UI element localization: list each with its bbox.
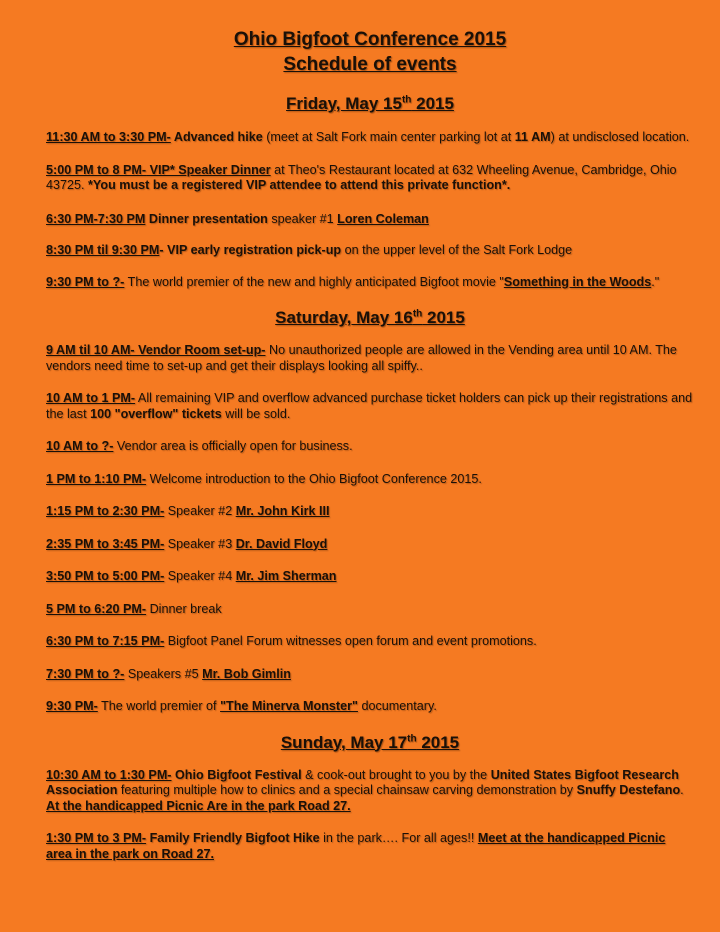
event-text: & cook-out brought to you by the — [301, 767, 491, 782]
event-text: *You must be a registered VIP attendee to attend this private function*. — [88, 178, 511, 192]
event-sat-speaker-2 — [46, 504, 694, 520]
event-text: Mr. Bob Gimlin — [202, 666, 291, 681]
event-text: Speaker #3 — [164, 536, 236, 551]
event-text: Loren Coleman — [337, 211, 429, 226]
event-text: - VIP early registration pick-up — [159, 243, 342, 257]
friday-heading: Friday, May 15th 2015 — [286, 94, 454, 113]
event-text: documentary. — [357, 699, 437, 713]
event-text: VIP* Speaker Dinner — [146, 162, 271, 177]
event-fri-registration — [46, 243, 694, 259]
event-sat-tickets — [46, 391, 694, 422]
event-time: 11:30 AM to 3:30 PM- — [46, 130, 171, 144]
event-text: Family Friendly Bigfoot Hike — [146, 831, 320, 845]
event-text: will be sold. — [221, 406, 291, 421]
event-text: Vendor area is officially open for business. — [113, 439, 353, 453]
event-text: At the handicapped Picnic Are in the park Road 27. — [46, 798, 351, 813]
event-text: No unauthorized people are allowed in the Vending area until 10 AM. The vendors need time to set-up and get their displays looking all spiffy.. — [46, 343, 677, 373]
event-text: featuring multiple how to clinics and a special chainsaw carving demonstration by — [117, 783, 577, 797]
schedule-subtitle: Schedule of events — [283, 54, 457, 75]
event-time: 10 AM to ?- — [46, 439, 114, 453]
event-text: in the park…. For all ages!! — [319, 831, 478, 845]
event-time: 10:30 AM to 1:30 PM- — [46, 767, 172, 782]
event-time: 1:30 PM to 3 PM- — [46, 831, 147, 845]
event-fri-presentation — [46, 212, 694, 228]
event-sat-documentary — [46, 699, 694, 715]
event-text: Mr. Jim Sherman — [235, 569, 337, 583]
event-time: 1:15 PM to 2:30 PM- — [46, 504, 165, 518]
event-text: speaker #1 — [267, 211, 338, 226]
event-text: Ohio Bigfoot Festival — [171, 767, 302, 782]
event-text: Snuffy Destefano — [576, 783, 681, 797]
event-text: All remaining VIP and overflow advanced purchase ticket holders can pick up their registrations and the last — [46, 391, 693, 421]
event-time: 6:30 PM to 7:15 PM- — [46, 634, 165, 648]
event-text: "The Minerva Monster" — [220, 699, 358, 713]
event-text: Speaker #2 — [164, 504, 236, 518]
event-time: 5:00 PM to 8 PM- — [46, 162, 147, 177]
sunday-heading: Sunday, May 17th 2015 — [280, 732, 460, 752]
event-sat-vendor-setup — [46, 343, 694, 374]
event-sat-panel-forum — [46, 634, 694, 650]
event-text: on the upper level of the Salt Fork Lodge — [341, 243, 573, 257]
event-sat-speaker-5 — [46, 667, 694, 683]
event-text: Speaker #4 — [164, 569, 236, 583]
event-sat-speaker-3 — [46, 537, 694, 553]
saturday-heading: Saturday, May 16th 2015 — [275, 308, 465, 327]
event-text: The world premier of the new and highly anticipated Bigfoot movie " — [124, 274, 504, 289]
event-time: 6:30 PM-7:30 PM — [46, 211, 146, 226]
event-text: at Theo's Restaurant located at 632 Wheeling Avenue, Cambridge, Ohio 43725. — [46, 162, 677, 192]
event-text: ) at undisclosed location. — [550, 130, 690, 144]
event-text: Dinner break — [146, 601, 222, 616]
event-text: 100 "overflow" tickets — [90, 406, 222, 421]
event-text: United States Bigfoot Research Association — [46, 767, 679, 797]
event-text: Welcome introduction to the Ohio Bigfoot Conference 2015. — [146, 471, 482, 486]
event-time: 10 AM to 1 PM- — [46, 391, 136, 405]
event-sat-welcome — [46, 472, 694, 488]
event-time: 3:50 PM to 5:00 PM- — [46, 569, 165, 583]
event-time: 8:30 PM til 9:30 PM — [46, 243, 160, 257]
event-text: Dr. David Floyd — [235, 536, 328, 551]
event-sat-speaker-4 — [46, 569, 694, 585]
conference-title: Ohio Bigfoot Conference 2015 — [233, 29, 507, 50]
event-text: Dinner presentation — [145, 211, 268, 226]
event-sat-dinner-break — [46, 602, 694, 618]
event-time: 5 PM to 6:20 PM- — [46, 601, 147, 616]
event-sat-vendor-open — [46, 439, 694, 455]
event-time: 9:30 PM to ?- — [46, 274, 125, 289]
event-fri-movie — [46, 275, 694, 291]
event-fri-dinner — [46, 163, 694, 194]
event-time: 9 AM til 10 AM- Vendor Room set-up- — [46, 343, 266, 357]
event-time: 1 PM to 1:10 PM- — [46, 471, 147, 486]
event-time: 9:30 PM- — [46, 699, 98, 713]
event-text: Mr. John Kirk III — [235, 504, 330, 518]
event-time: 7:30 PM to ?- — [46, 666, 125, 681]
event-time: 2:35 PM to 3:45 PM- — [46, 536, 165, 551]
event-text: 11 AM — [514, 130, 551, 144]
event-text: Bigfoot Panel Forum witnesses open forum and event promotions. — [164, 634, 537, 648]
event-text: Meet at the handicapped Picnic area in the park on Road 27. — [46, 831, 666, 861]
event-text: Speakers #5 — [124, 666, 203, 681]
event-fri-hike — [46, 130, 694, 146]
event-text: ." — [651, 274, 660, 289]
event-text: (meet at Salt Fork main center parking lot at — [262, 130, 515, 144]
event-text: Advanced hike — [170, 130, 263, 144]
event-text: . — [680, 783, 684, 797]
event-sun-festival — [46, 768, 694, 815]
event-text: The world premier of — [97, 699, 221, 713]
event-text: Something in the Woods — [503, 274, 652, 289]
event-sun-family-hike — [46, 831, 694, 862]
